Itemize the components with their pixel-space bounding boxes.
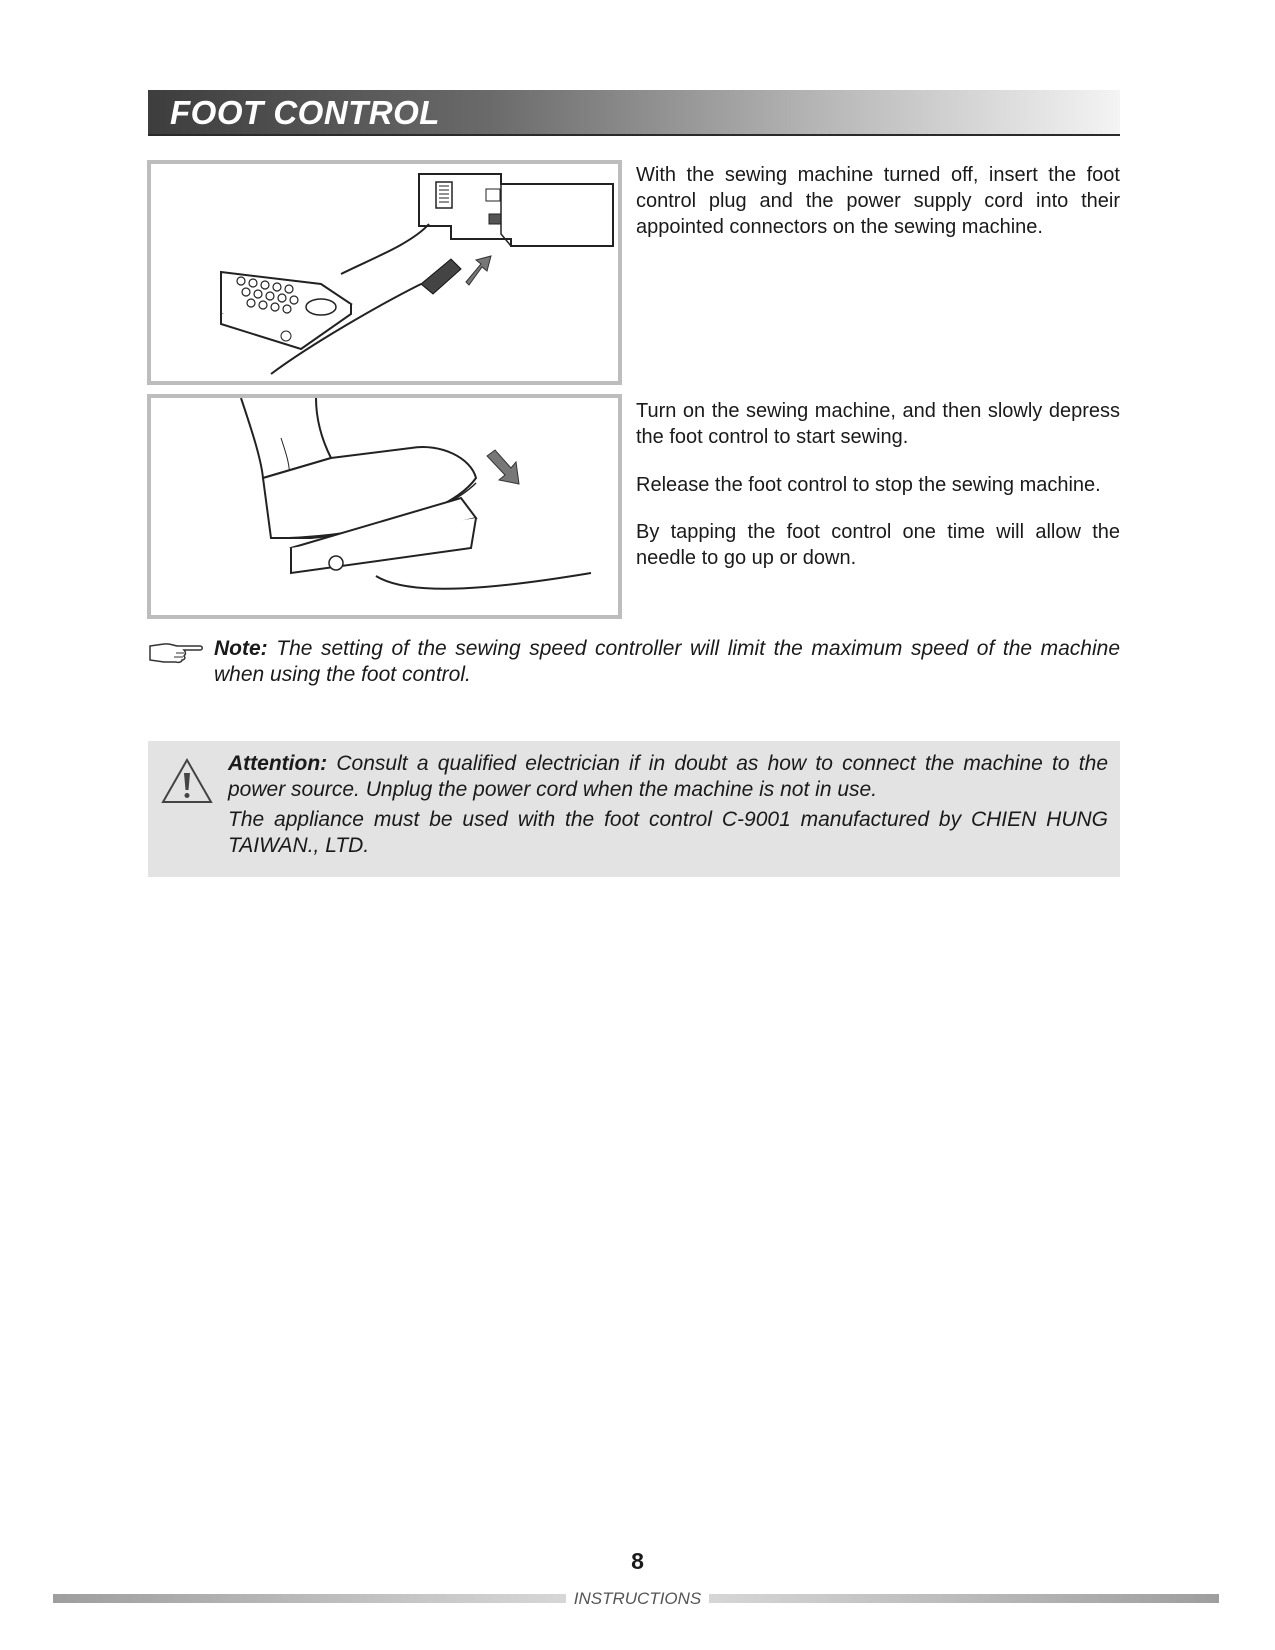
step2-paragraph-2: Release the foot control to stop the sewing machine. [636,474,1101,496]
note-body: The setting of the sewing speed controller will limit the maximum speed of the machine when using the foot control. [214,637,1120,686]
step2-paragraph-3: By tapping the foot control one time will allow the needle to go up or down. [636,521,1120,569]
footer-label [0,1589,1275,1609]
foot-press-illustration [151,398,618,615]
attention-label: Attention: [228,752,328,775]
title-divider [148,134,1120,136]
section-title-bar [148,90,1120,134]
step2-paragraph-1: Turn on the sewing machine, and then slowly depress the foot control to start sewing. [636,400,1120,448]
arrow-icon [487,450,519,484]
foot-control-plug-illustration [151,164,618,381]
attention-body: Consult a qualified electrician if in doubt as how to connect the machine to the power source. Unplug the power cord when the machine is not in use. [228,752,1108,801]
step1-text: With the sewing machine turned off, insert the foot control plug and the power supply cord into their appointed connectors on the sewing machine. [636,164,1120,238]
section-title: FOOT CONTROL [170,94,440,131]
attention-box [148,741,1120,877]
note-label: Note: [214,637,268,660]
note-text [214,636,1120,688]
warning-triangle-icon [160,757,214,805]
footer-label-text: INSTRUCTIONS [566,1589,710,1608]
figure-plug-in [147,160,622,385]
arrow-icon [466,256,491,285]
attention-text-2: The appliance must be used with the foot control C-9001 manufactured by CHIEN HUNG TAIWAN., LTD. [228,808,1108,857]
attention-text [228,751,1108,803]
pointing-hand-icon [148,640,204,664]
page-number: 8 [631,1548,644,1574]
figure-press-pedal [147,394,622,619]
